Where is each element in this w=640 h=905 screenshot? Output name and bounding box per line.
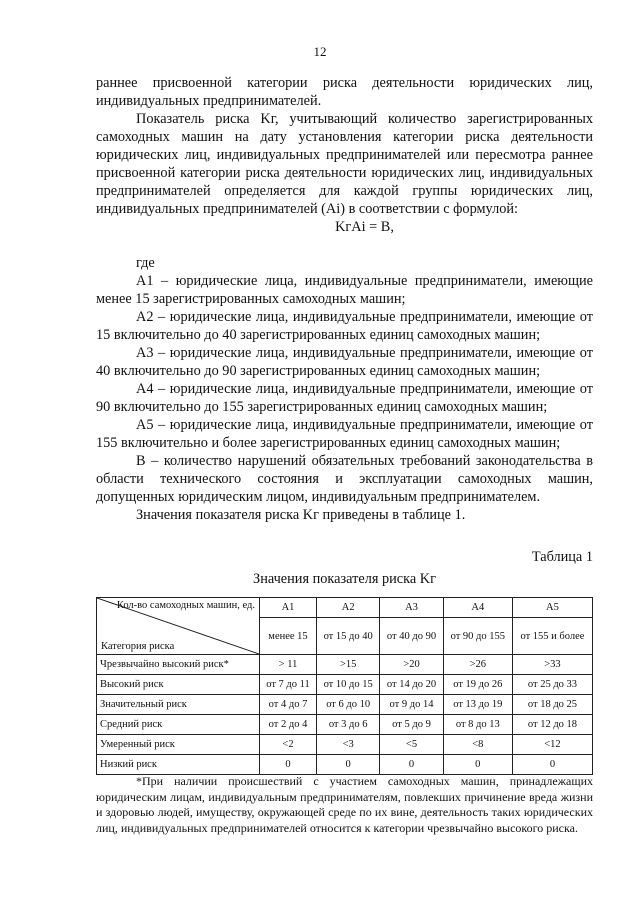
table-cell: от 4 до 7 (260, 695, 317, 715)
header-machine-count: Кол-во самоходных машин, ед. (116, 600, 255, 611)
group-header: A1 (260, 598, 317, 618)
table-cell: от 7 до 11 (260, 675, 317, 695)
table-cell: >33 (512, 655, 592, 675)
table-cell: от 14 до 20 (380, 675, 443, 695)
group-header: A2 (316, 598, 379, 618)
table-cell: > 11 (260, 655, 317, 675)
table-row (97, 675, 593, 695)
range-cell: от 90 до 155 (443, 618, 512, 655)
definition-a4: A4 – юридические лица, индивидуальные предприниматели, имеющие от 90 включительно до 155 зарегистрированных единиц самоходных машин; (96, 381, 593, 415)
table-reference: Значения показателя риска Kг приведены в таблице 1. (136, 507, 466, 523)
table-cell: 0 (380, 755, 443, 775)
paragraph-risk-indicator: Показатель риска Kг, учитывающий количество зарегистрированных самоходных машин на дату установления категории риска деятельности юридических лиц, индивидуальных предпринимателей или пересмотра раннее присвоенной категории риска деятельности юридических лиц, индивидуальных предпринимателей определяется для каждой группы юридических лиц, индивидуальных предпринимателей (Ai) в соответствии с формулой: (96, 111, 593, 217)
table-cell: от 13 до 19 (443, 695, 512, 715)
definition-a2: A2 – юридические лица, индивидуальные предприниматели, имеющие от 15 включительно до 40 зарегистрированных единиц самоходных машин; (96, 309, 593, 343)
table-cell: от 10 до 15 (316, 675, 379, 695)
document-body (96, 74, 593, 524)
risk-category-label: Средний риск (97, 715, 260, 735)
header-risk-category: Категория риска (101, 641, 175, 652)
table-cell: <2 (260, 735, 317, 755)
table-cell: 0 (512, 755, 592, 775)
table-cell: >15 (316, 655, 379, 675)
table-cell: от 12 до 18 (512, 715, 592, 735)
paragraph-continuation: раннее присвоенной категории риска деятельности юридических лиц, индивидуальных предпринимателей. (96, 75, 593, 109)
range-cell: от 15 до 40 (316, 618, 379, 655)
table-row (97, 715, 593, 735)
group-header: A4 (443, 598, 512, 618)
range-cell: менее 15 (260, 618, 317, 655)
table-cell: от 19 до 26 (443, 675, 512, 695)
table-number: Таблица 1 (531, 549, 593, 565)
table-row (97, 735, 593, 755)
table-cell: 0 (260, 755, 317, 775)
risk-category-label: Чрезвычайно высокий риск* (97, 655, 260, 675)
footnote: *При наличии происшествий с участием самоходных машин, принадлежащих юридическим лицам, индивидуальным предпринимателям, повлекших причинение вреда жизни и здоровью людей, имуществу, окружающей среде по их вине, деятельность таких юридических лиц, индивидуальных предпринимателей относится к категории чрезвычайно высокого риска. (96, 774, 593, 835)
table-cell: от 2 до 4 (260, 715, 317, 735)
risk-category-label: Высокий риск (97, 675, 260, 695)
table-cell: >20 (380, 655, 443, 675)
table-row (97, 695, 593, 715)
where-label: где (136, 255, 155, 271)
table-cell: от 9 до 14 (380, 695, 443, 715)
definition-b: B – количество нарушений обязательных требований законодательства в области технического состояния и эксплуатации самоходных машин, допущенных юридическим лицом, индивидуальным предпринимателем. (96, 453, 593, 505)
range-cell: от 40 до 90 (380, 618, 443, 655)
definition-a3: A3 – юридические лица, индивидуальные предприниматели, имеющие от 40 включительно до 90 зарегистрированных единиц самоходных машин; (96, 345, 593, 379)
definition-a1: A1 – юридические лица, индивидуальные предприниматели, имеющие менее 15 зарегистрированных самоходных машин; (96, 273, 593, 307)
group-header: A5 (512, 598, 592, 618)
table-cell: <5 (380, 735, 443, 755)
table-cell: <12 (512, 735, 592, 755)
risk-category-label: Низкий риск (97, 755, 260, 775)
table-header-row (97, 598, 593, 618)
table-cell: 0 (316, 755, 379, 775)
table-cell: <3 (316, 735, 379, 755)
diagonal-header-cell (97, 598, 260, 655)
table-cell: от 25 до 33 (512, 675, 592, 695)
table-cell: от 3 до 6 (316, 715, 379, 735)
table-cell: от 8 до 13 (443, 715, 512, 735)
table-cell: от 6 до 10 (316, 695, 379, 715)
formula: KгAi = B, (335, 219, 394, 235)
table-row (97, 655, 593, 675)
risk-category-label: Умеренный риск (97, 735, 260, 755)
table-caption (96, 548, 593, 588)
table-cell: от 5 до 9 (380, 715, 443, 735)
table-cell: >26 (443, 655, 512, 675)
table-cell: <8 (443, 735, 512, 755)
risk-table (96, 597, 593, 775)
page-number: 12 (313, 44, 327, 59)
table-cell: от 18 до 25 (512, 695, 592, 715)
table-title: Значения показателя риска Kг (253, 571, 436, 587)
table-row (97, 755, 593, 775)
range-cell: от 155 и более (512, 618, 592, 655)
group-header: A3 (380, 598, 443, 618)
risk-category-label: Значительный риск (97, 695, 260, 715)
table-cell: 0 (443, 755, 512, 775)
definition-a5: A5 – юридические лица, индивидуальные предприниматели, имеющие от 155 включительно и более зарегистрированных единиц самоходных машин; (96, 417, 593, 451)
